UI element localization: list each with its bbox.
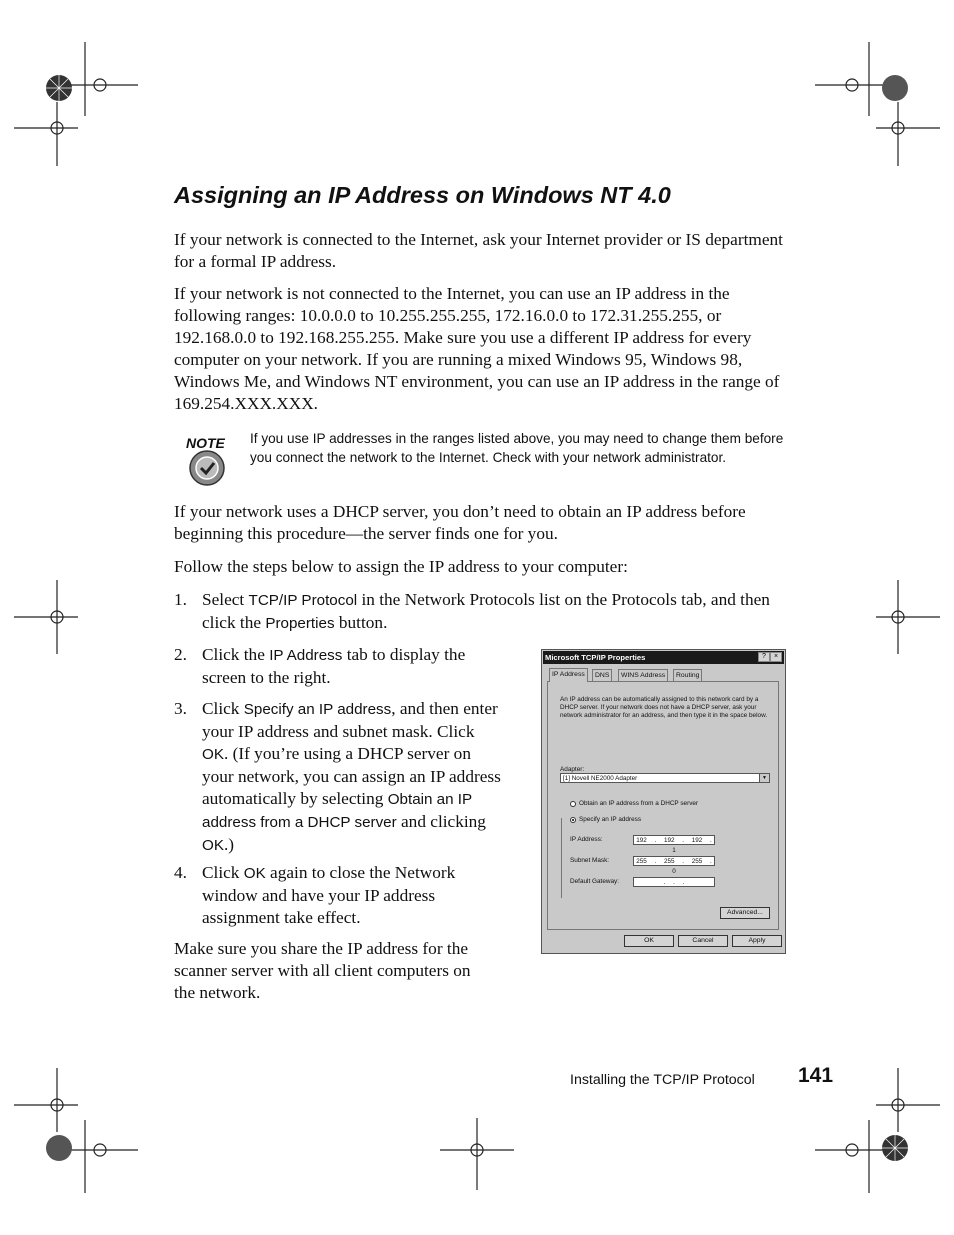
tab-ip-address[interactable]: IP Address <box>549 668 588 682</box>
obtain-ip-label: Obtain an IP address from a DHCP server <box>579 800 699 807</box>
ui-term: OK <box>202 746 224 763</box>
step-number: 1. <box>174 590 187 609</box>
step-number: 4. <box>174 863 187 882</box>
note-text: If you use IP addresses in the ranges listed above, you may need to change them before you connect the network to the Internet. Check with your network administrator. <box>250 431 784 465</box>
ip-address-field[interactable]: 192 . 192 . 192 . 1 <box>633 835 715 845</box>
subnet-mask-label: Subnet Mask: <box>570 857 610 864</box>
footer-section-title: Installing the TCP/IP Protocol <box>570 1072 755 1088</box>
ui-term: Obtain an IP address from a DHCP server <box>202 791 472 831</box>
adapter-label: Adapter: <box>560 766 585 773</box>
apply-button[interactable]: Apply <box>732 935 782 947</box>
step-number: 2. <box>174 645 187 664</box>
ui-term: Properties <box>265 615 335 632</box>
ip-address-panel <box>547 681 779 930</box>
note-icon <box>183 432 233 490</box>
tcpip-properties-dialog <box>541 649 786 954</box>
specify-ip-radio[interactable] <box>570 817 576 823</box>
ui-term: TCP/IP Protocol <box>248 592 358 609</box>
follow-steps-paragraph: Follow the steps below to assign the IP address to your computer: <box>174 557 628 576</box>
dialog-title-bar <box>543 651 784 664</box>
adapter-value: [1] Novell NE2000 Adapter <box>563 775 638 782</box>
obtain-ip-radio[interactable] <box>570 801 576 807</box>
ip-address-label: IP Address: <box>570 836 603 843</box>
ui-term: IP Address <box>269 647 343 664</box>
adapter-select[interactable] <box>560 773 770 783</box>
note-icon-label: NOTE <box>186 435 225 451</box>
step-number: 3. <box>174 699 187 718</box>
tab-routing[interactable]: Routing <box>673 669 702 682</box>
specify-ip-label: Specify an IP address <box>579 816 642 823</box>
ui-term: OK <box>243 865 266 882</box>
intro-paragraph: If your network is connected to the Internet, ask your Internet provider or IS department for a formal IP address. <box>174 230 783 271</box>
ip-ranges-paragraph: If your network is not connected to the Internet, you can use an IP address in the following ranges: 10.0.0.0 to 10.255.255.255, 172.16.0.0 to 172.31.255.255, or 192.168.0.0 to 192.168.255.255. Make sure you use a different IP address for every computer on your network. If you are running a mixed Windows 95, Windows 98, Windows Me, and Windows NT environment, you can use an IP address in the range of 169.254.XXX.XXX. <box>174 284 780 413</box>
close-button[interactable]: × <box>770 652 782 662</box>
tab-dns[interactable]: DNS <box>592 669 612 682</box>
advanced-button[interactable]: Advanced... <box>720 907 770 919</box>
cancel-button[interactable]: Cancel <box>678 935 728 947</box>
page-title: Assigning an IP Address on Windows NT 4.0 <box>174 182 671 208</box>
ui-term: OK <box>202 837 224 854</box>
dialog-title: Microsoft TCP/IP Properties <box>545 653 646 662</box>
subnet-mask-field[interactable]: 255 . 255 . 255 . 0 <box>633 856 715 866</box>
tab-wins-address[interactable]: WINS Address <box>618 669 668 682</box>
page-number: 141 <box>798 1064 834 1087</box>
ok-button[interactable]: OK <box>624 935 674 947</box>
closing-paragraph: Make sure you share the IP address for the scanner server with all client computers on the network. <box>174 939 471 1002</box>
chevron-down-icon[interactable]: ▼ <box>759 774 769 782</box>
help-button[interactable]: ? <box>758 652 770 662</box>
ui-term: Specify an IP address <box>243 701 392 718</box>
dhcp-description: An IP address can be automatically assigned to this network card by a DHCP server. If your network does not have a DHCP server, ask your network administrator for an address, and then type it in the space below. <box>560 696 768 719</box>
default-gateway-label: Default Gateway: <box>570 878 620 885</box>
default-gateway-field[interactable]: . . . <box>633 877 715 887</box>
dhcp-paragraph: If your network uses a DHCP server, you don’t need to obtain an IP address before beginning this procedure—the server finds one for you. <box>174 502 746 543</box>
